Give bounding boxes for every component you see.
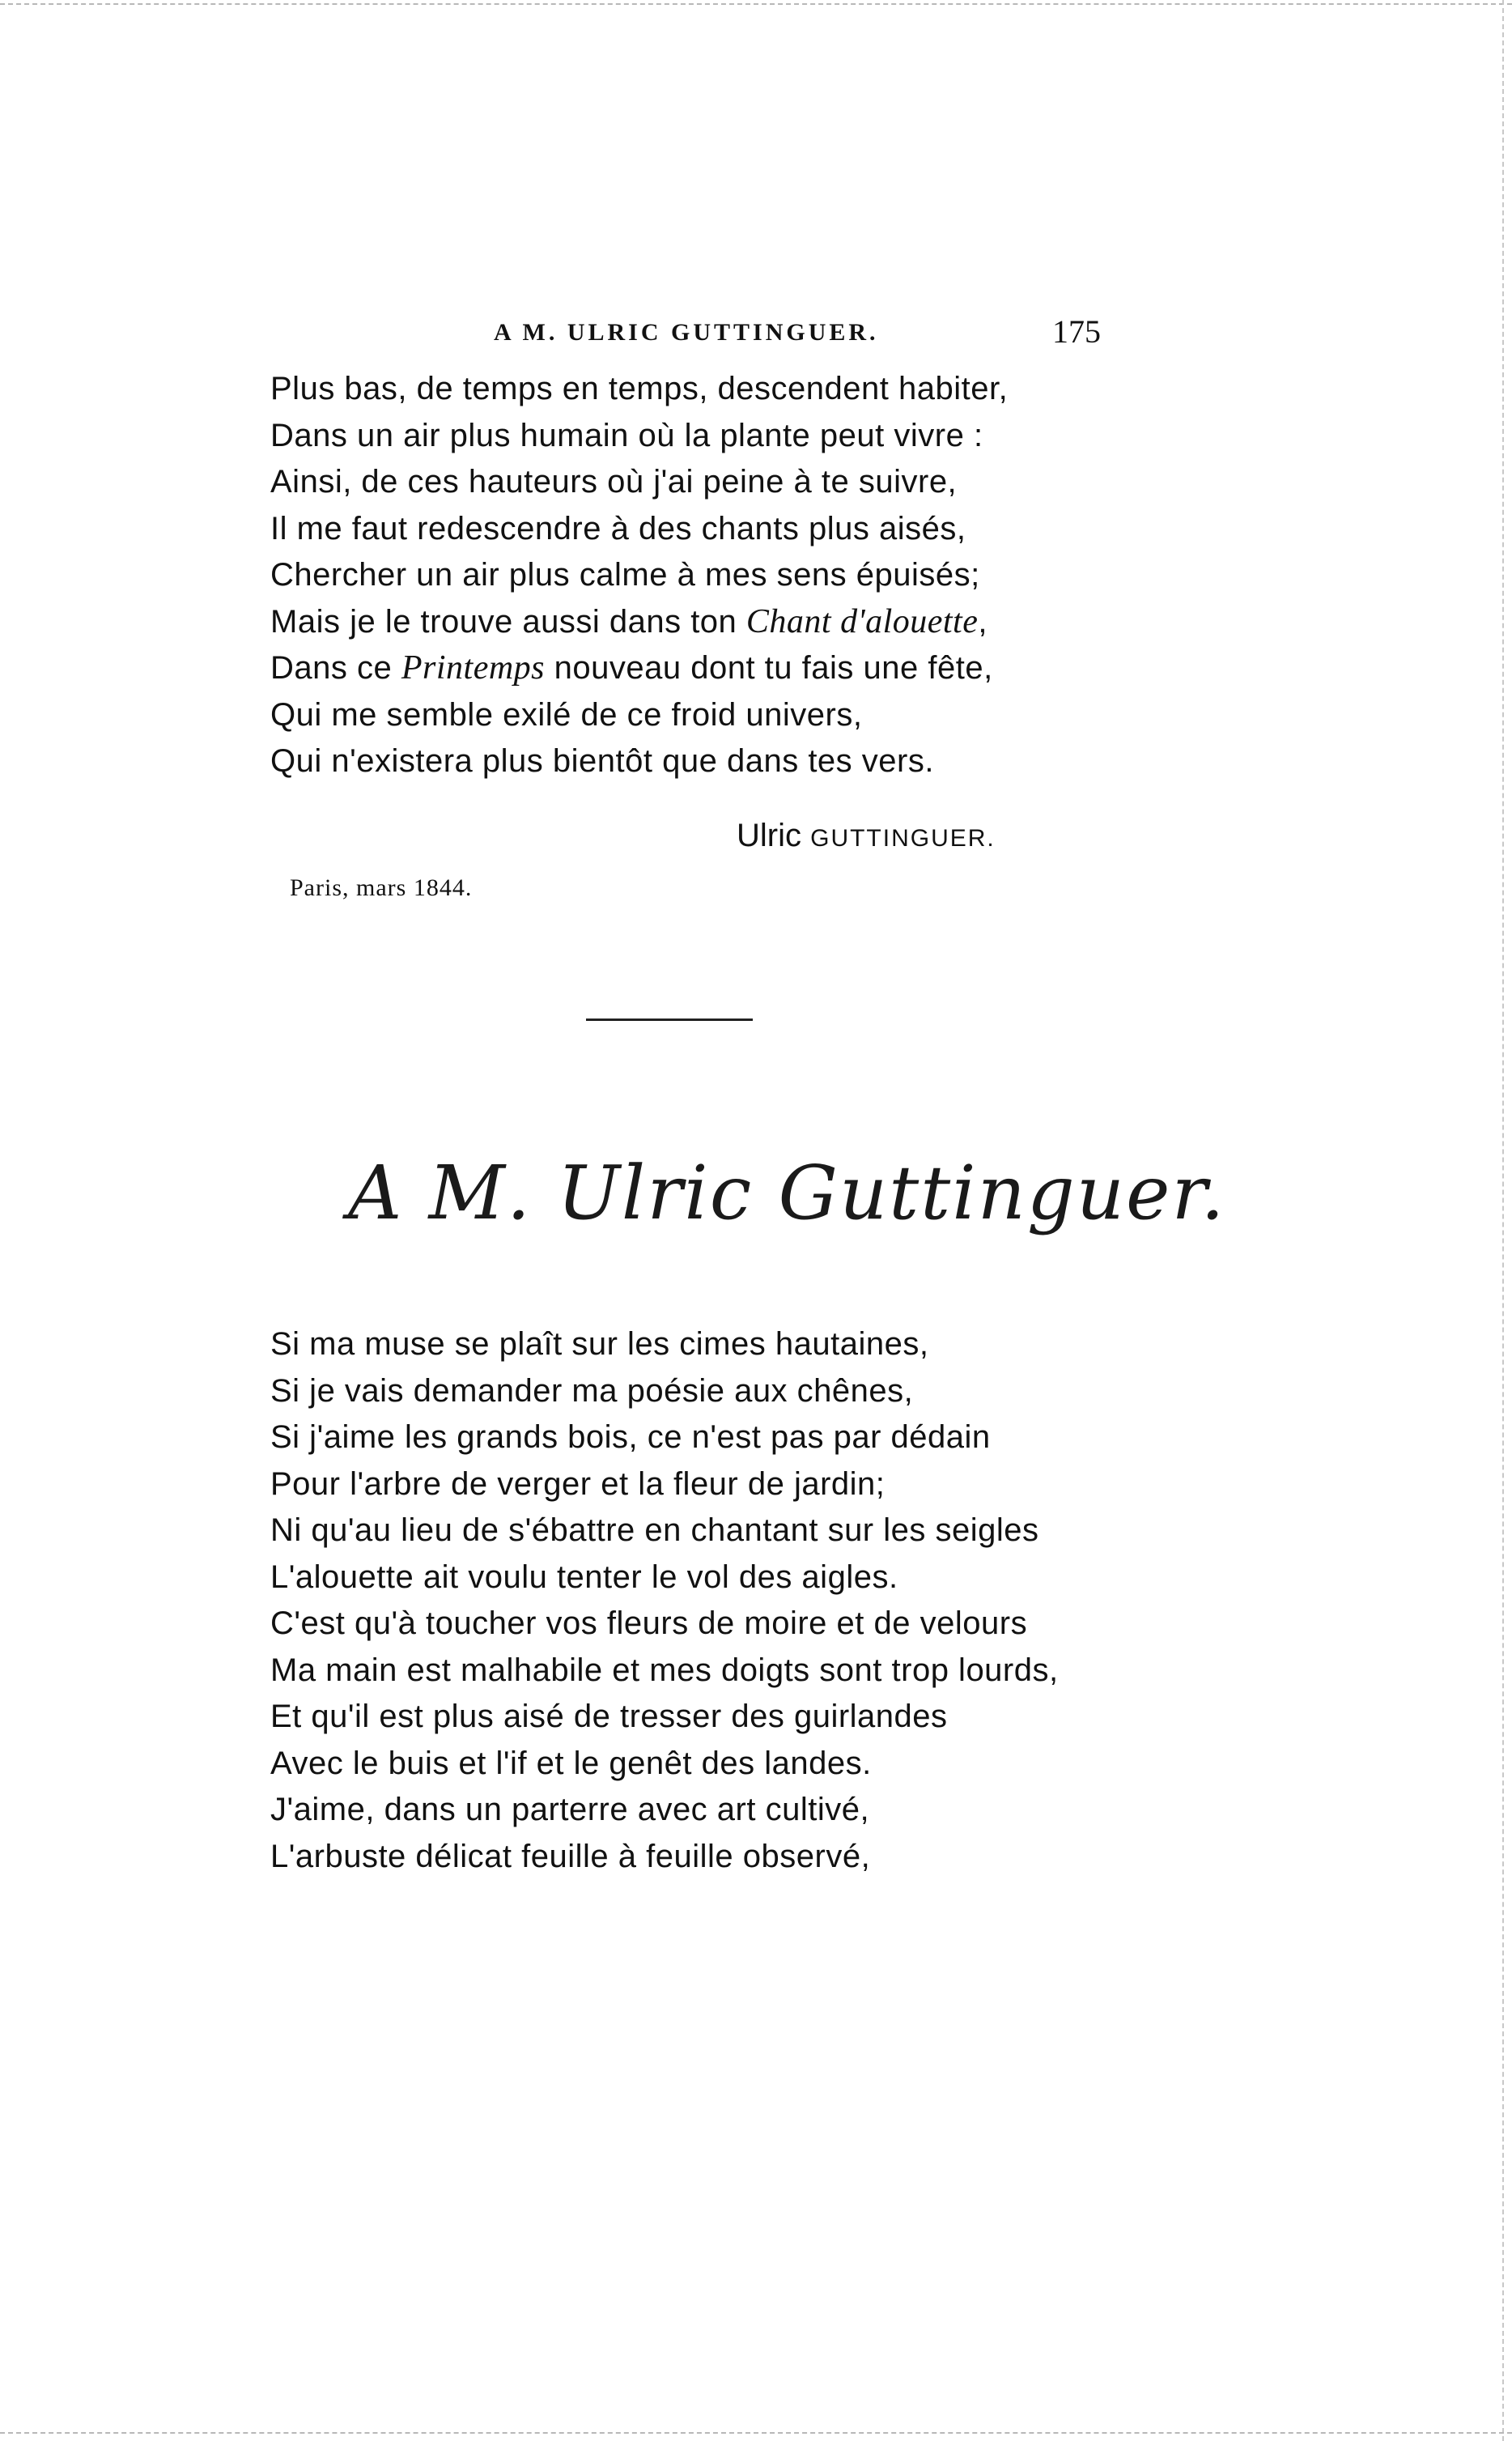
verse-line: Si je vais demander ma poésie aux chênes,	[270, 1372, 914, 1409]
poem-end-stanza	[270, 366, 1008, 785]
verse-line: Qui n'existera plus bientôt que dans tes vers.	[270, 743, 934, 779]
verse-line: Si ma muse se plaît sur les cimes hautaines,	[270, 1326, 929, 1362]
verse-line: Ma main est malhabile et mes doigts sont trop lourds,	[270, 1652, 1059, 1688]
verse-line: Il me faut redescendre à des chants plus aisés,	[270, 510, 966, 546]
verse-text: ,	[978, 603, 987, 640]
running-head: A M. ULRIC GUTTINGUER.	[494, 319, 879, 346]
verse-line: Dans un air plus humain où la plante peut vivre :	[270, 417, 983, 453]
verse-line: Si j'aime les grands bois, ce n'est pas par dédain	[270, 1419, 991, 1455]
verse-line: L'arbuste délicat feuille à feuille observé,	[270, 1838, 871, 1874]
signature-first-name: Ulric	[737, 818, 801, 853]
verse-text: nouveau dont tu fais une fête,	[545, 650, 993, 686]
author-signature	[737, 818, 996, 854]
verse-line: Plus bas, de temps en temps, descendent habiter,	[270, 371, 1009, 406]
scan-edge-bottom	[0, 2432, 1512, 2434]
verse-italic-title: Chant d'alouette	[745, 602, 979, 640]
verse-line: Qui me semble exilé de ce froid univers,	[270, 696, 863, 733]
poem-title: A M. Ulric Guttinguer.	[348, 1150, 1226, 1236]
verse-line: L'alouette ait voulu tenter le vol des aigles.	[270, 1559, 898, 1595]
verse-line	[270, 599, 1008, 646]
section-divider	[586, 1019, 753, 1021]
verse-line: C'est qu'à toucher vos fleurs de moire et de velours	[270, 1605, 1028, 1641]
verse-line	[270, 645, 1008, 692]
verse-text: Dans ce	[270, 650, 401, 686]
verse-line: Chercher un air plus calme à mes sens épuisés;	[270, 557, 980, 593]
verse-line: Ainsi, de ces hauteurs où j'ai peine à te suivre,	[270, 464, 958, 500]
verse-line: Pour l'arbre de verger et la fleur de jardin;	[270, 1465, 886, 1502]
dateline: Paris, mars 1844.	[290, 874, 473, 901]
verse-line: Et qu'il est plus aisé de tresser des guirlandes	[270, 1699, 948, 1734]
verse-line: Ni qu'au lieu de s'ébattre en chantant sur les seigles	[270, 1512, 1039, 1548]
scan-edge-right	[1502, 0, 1504, 2441]
poem-start-stanza	[270, 1321, 1059, 1880]
verse-line: Avec le buis et l'if et le genêt des landes.	[270, 1745, 872, 1781]
verse-italic-title: Printemps	[401, 649, 546, 687]
scan-edge-top	[0, 3, 1512, 5]
signature-surname: GUTTINGUER.	[810, 825, 996, 852]
verse-text: Mais je le trouve aussi dans ton	[270, 603, 746, 640]
verse-line: J'aime, dans un parterre avec art cultivé,	[270, 1792, 870, 1827]
page-number: 175	[1052, 313, 1101, 350]
